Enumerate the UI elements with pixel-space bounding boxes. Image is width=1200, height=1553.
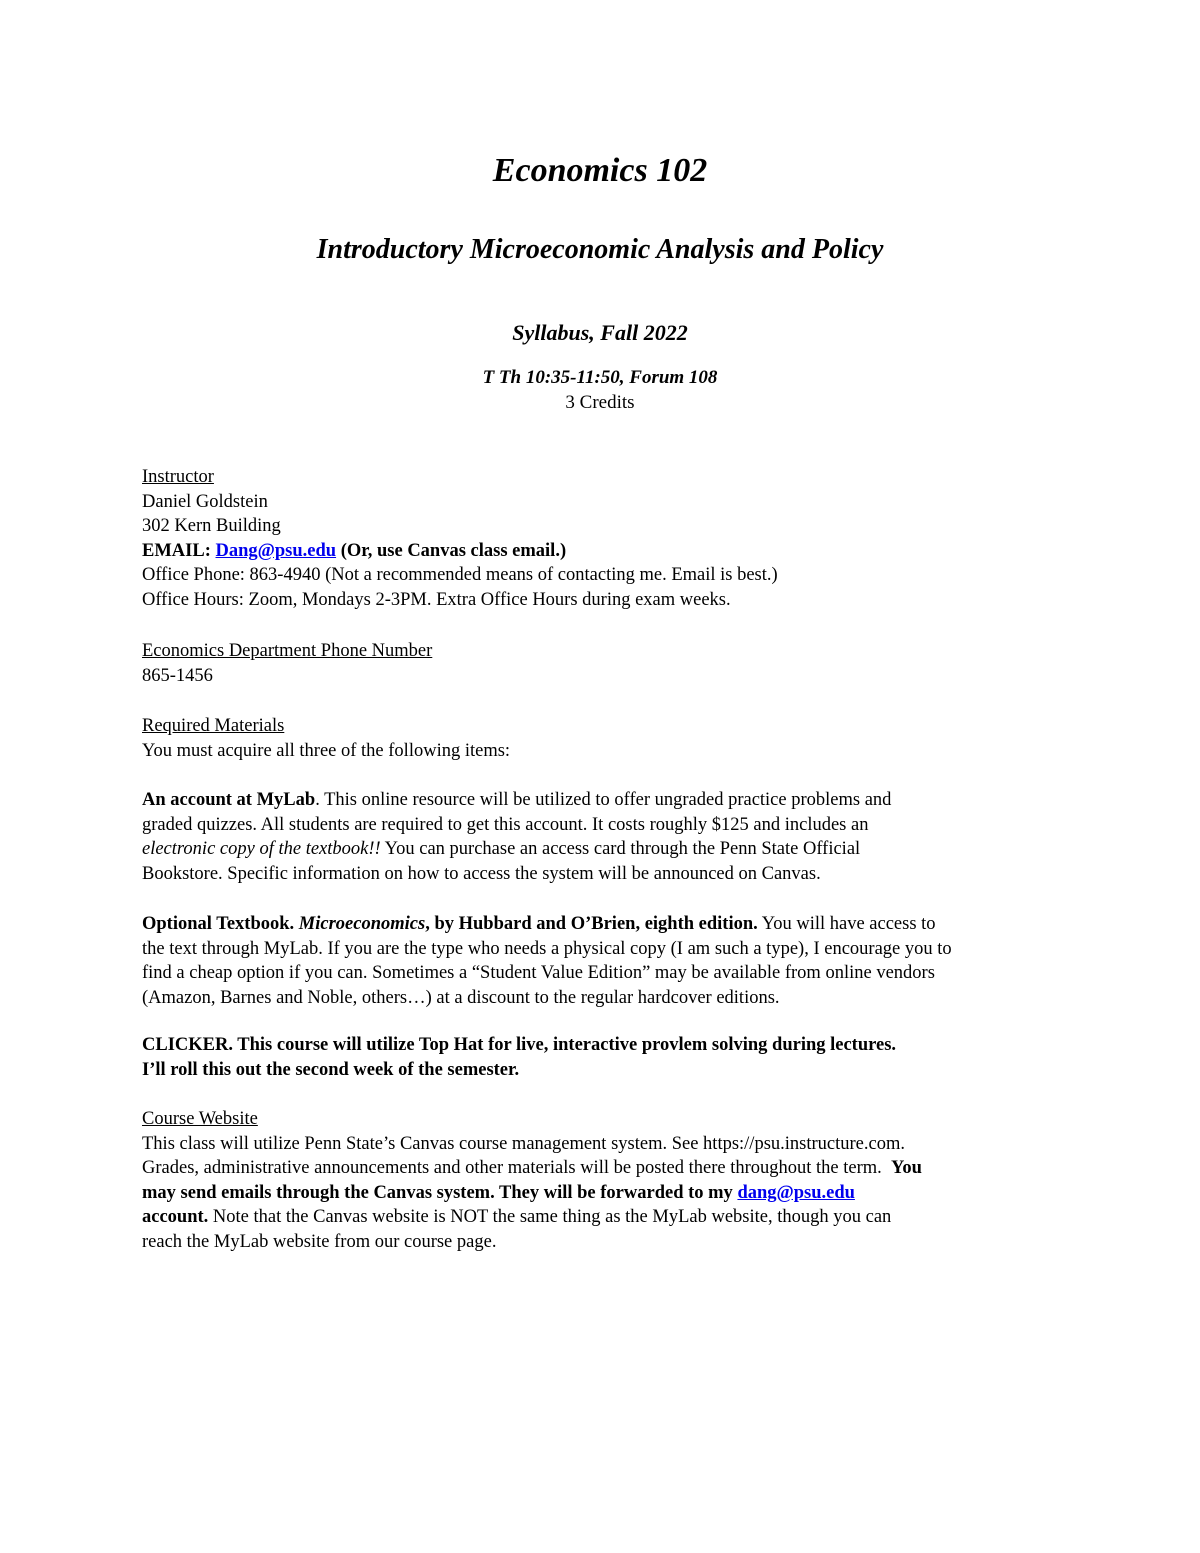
ebook-note: electronic copy of the textbook!! [142, 839, 381, 859]
syllabus-term: Syllabus, Fall 2022 [512, 320, 688, 345]
textbook-title: Microeconomics [298, 914, 426, 934]
materials-heading: Required Materials [142, 716, 285, 736]
office-phone: Office Phone: 863-4940 (Not a recommended means of contacting me. Email is best.) [142, 565, 778, 585]
page-title: Economics 102 [492, 152, 708, 189]
instructor-name: Daniel Goldstein [142, 491, 268, 512]
website-section: Course Website This class will utilize Penn State’s Canvas course management system. See https://psu.instructure.com. Grades, administrative announcements and other materials will be posted there throughout the term. You may send emails through the Canvas system. They will be forwarded to my dang@psu.edu account. Note that the Canvas website is NOT the same thing as the MyLab website, though you can reach the MyLab website from our course page. [142, 1107, 1062, 1254]
office-hours: Office Hours: Zoom, Mondays 2-3PM. Extra Office Hours during exam weeks. [142, 589, 731, 610]
instructor-section [142, 465, 1062, 612]
materials-section [142, 714, 1062, 763]
instructor-email-link[interactable]: Dang@psu.edu [215, 540, 337, 561]
department-heading: Economics Department Phone Number [142, 641, 433, 661]
email-label: EMAIL: [142, 540, 211, 561]
textbook-lead: Optional Textbook. [142, 914, 295, 934]
textbook-paragraph: Optional Textbook. Microeconomics, by Hubbard and O’Brien, eighth edition. You will have access to the text through MyLab. If you are the type who needs a physical copy (I am such a type), I encourage you to find a cheap option if you can. Sometimes a “Student Value Edition” may be available from online vendors (Amazon, Barnes and Noble, others…) at a discount to the regular hardcover editions. [142, 914, 952, 1008]
mylab-lead: An account at MyLab [142, 790, 316, 810]
email-line [142, 539, 1062, 564]
textbook-authors: , by Hubbard and O’Brien, eighth edition. [425, 914, 758, 934]
materials-intro: You must acquire all three of the following items: [142, 740, 511, 761]
mylab-paragraph: An account at MyLab. This online resource will be utilized to offer ungraded practice problems and graded quizzes. All students are required to get this account. It costs roughly $125 and includes an electronic copy of the textbook!! You can purchase an access card through the Penn State Official Bookstore. Specific information on how to access the system will be announced on Canvas. [142, 790, 892, 884]
instructor-office: 302 Kern Building [142, 516, 281, 536]
website-heading: Course Website [142, 1109, 258, 1129]
department-section [142, 639, 1062, 688]
clicker-paragraph: CLICKER. This course will utilize Top Hat for live, interactive provlem solving during lectures. I’ll roll this out the second week of the semester. [142, 1035, 897, 1080]
class-schedule: T Th 10:35-11:50, Forum 108 [482, 367, 718, 388]
instructor-heading: Instructor [142, 467, 214, 487]
department-phone: 865-1456 [142, 665, 213, 686]
credits: 3 Credits [565, 392, 635, 413]
email-note: (Or, use Canvas class email.) [340, 540, 567, 561]
course-subtitle: Introductory Microeconomic Analysis and Policy [316, 234, 884, 265]
forward-email-link[interactable]: dang@psu.edu [737, 1182, 855, 1203]
